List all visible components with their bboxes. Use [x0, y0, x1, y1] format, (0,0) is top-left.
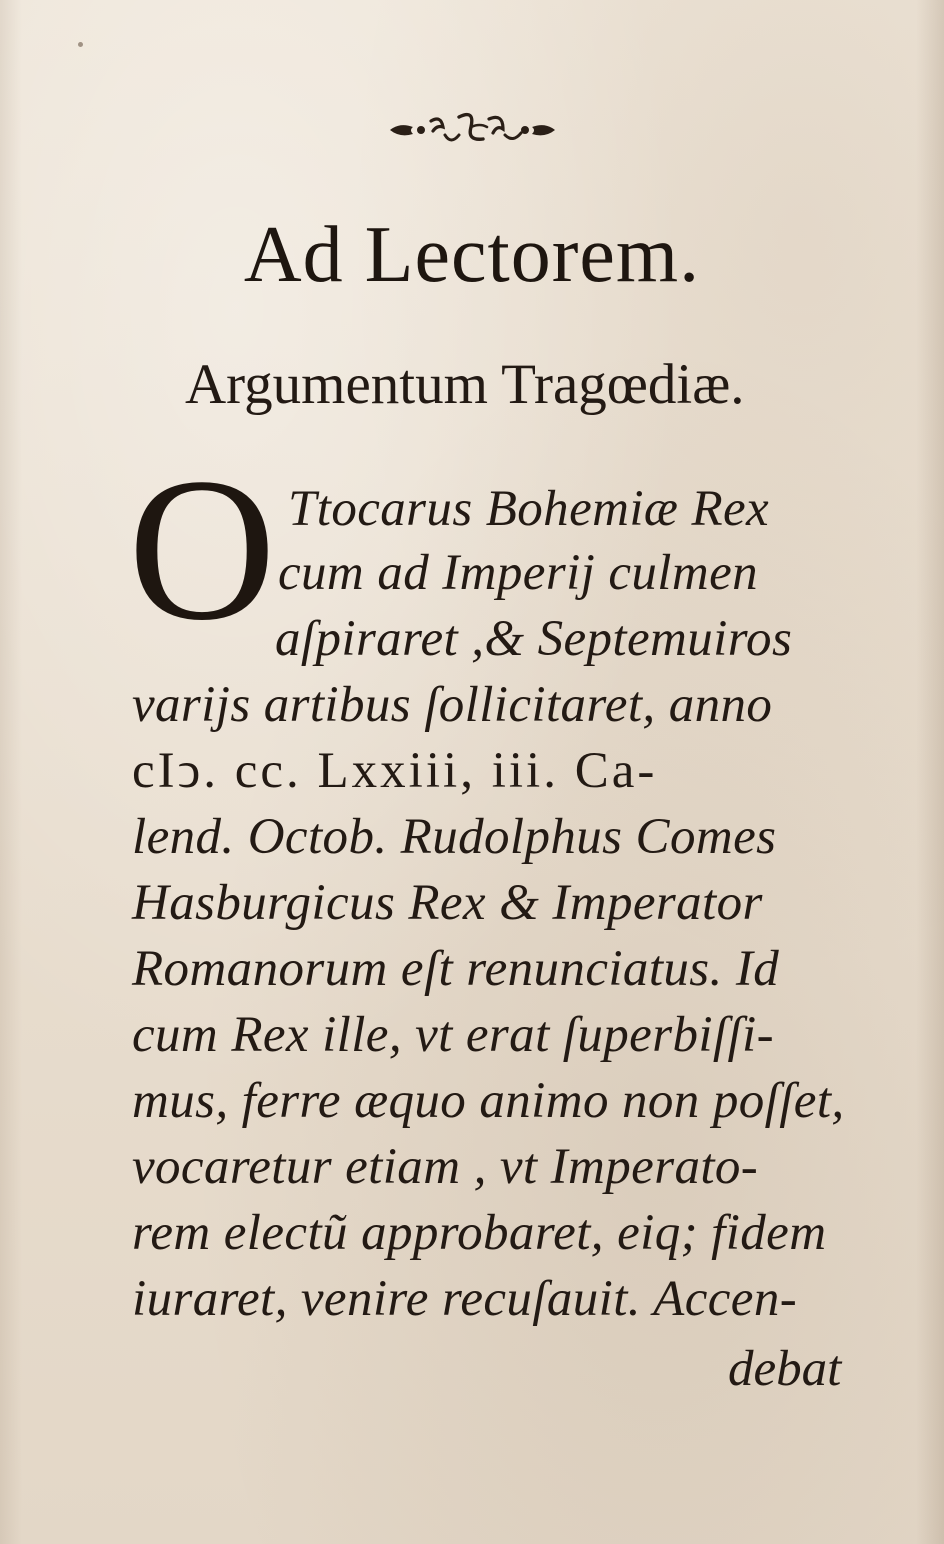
body-line-6: lend. Octob. Rudolphus Comes: [132, 809, 777, 865]
body-line-4: varijs artibus ſollicitaret, anno: [132, 677, 773, 733]
body-line-12: rem electũ approbaret, eiq; fidem: [132, 1205, 827, 1261]
ink-speck: [78, 42, 83, 47]
body-line-11: vocaretur etiam , vt Imperato-: [132, 1139, 759, 1195]
page-title: Ad Lectorem.: [243, 211, 701, 299]
body-line-2: cum ad Imperij culmen: [278, 545, 759, 601]
page-subtitle: Argumentum Tragœdiæ.: [185, 353, 745, 416]
body-line-7: Hasburgicus Rex & Imperator: [132, 875, 763, 931]
drop-cap: O: [128, 436, 277, 663]
body-line-10: mus, ferre æquo animo non poſſet,: [132, 1073, 845, 1129]
body-line-9: cum Rex ille, vt erat ſuperbiſſi-: [132, 1007, 775, 1063]
catchword: debat: [728, 1341, 842, 1397]
body-line-3: aſpiraret ,& Septemuiros: [275, 611, 793, 667]
body-line-13: iuraret, venire recuſauit. Accen-: [132, 1271, 798, 1327]
body-line-1: Ttocarus Bohemiæ Rex: [288, 481, 770, 537]
body-line-8: Romanorum eſt renunciatus. Id: [132, 941, 780, 997]
body-line-5: cIↄ. cc. Lxxiii, iii. Ca-: [132, 743, 658, 799]
floral-ornament-icon: [385, 105, 560, 155]
